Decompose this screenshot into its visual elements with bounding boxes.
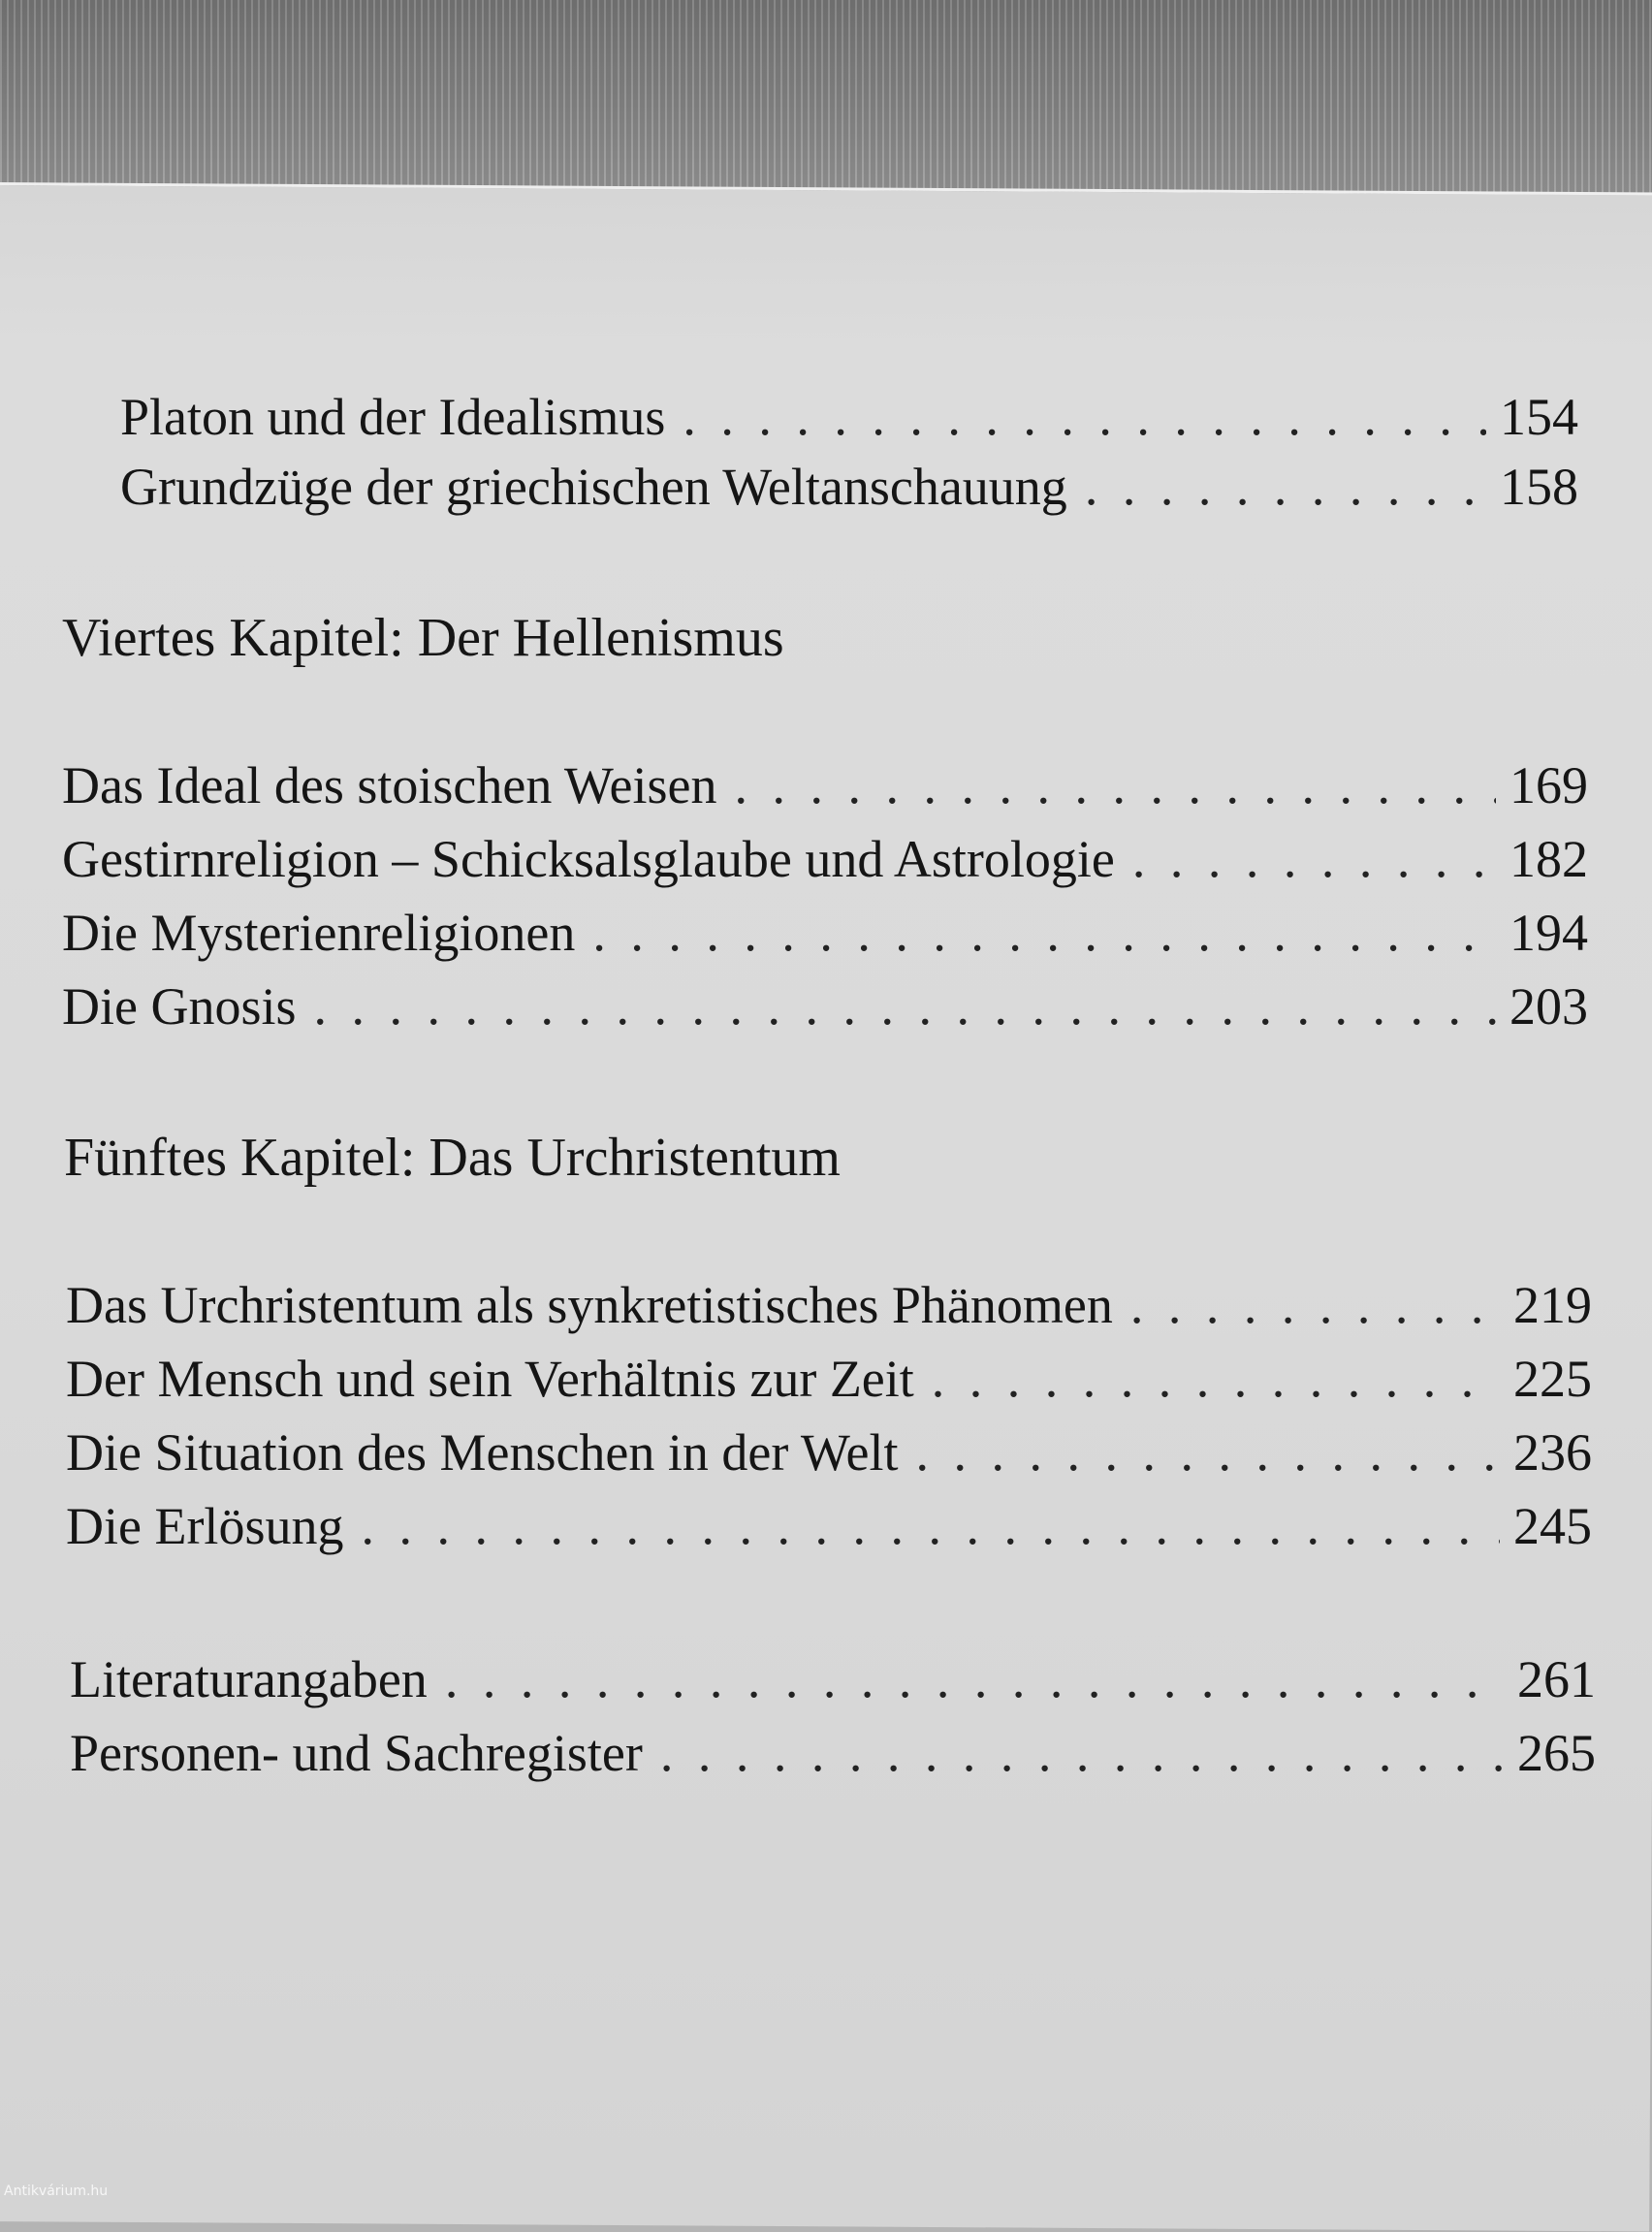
- toc-entry[interactable]: [62, 975, 1588, 1037]
- toc-entry-page: 194: [1509, 904, 1588, 962]
- toc-entry[interactable]: [70, 1648, 1596, 1710]
- dot-leader: [592, 902, 1496, 964]
- toc-entry[interactable]: [62, 754, 1588, 816]
- chapter-heading: Viertes Kapitel: Der Hellenismus: [62, 608, 784, 668]
- toc-entry[interactable]: [120, 386, 1578, 448]
- toc-entry[interactable]: [66, 1495, 1592, 1557]
- toc-entry[interactable]: [62, 902, 1588, 964]
- toc-entry-title: Das Urchristentum als synkretistisches Phänomen: [66, 1276, 1113, 1334]
- toc-entry-page: 154: [1500, 388, 1578, 446]
- toc-entry-title: Grundzüge der griechischen Weltanschauung: [120, 458, 1067, 516]
- toc-entry[interactable]: [66, 1421, 1592, 1483]
- dot-leader: [683, 386, 1486, 448]
- toc-entry-page: 219: [1513, 1276, 1592, 1334]
- toc-entry-page: 261: [1517, 1650, 1596, 1708]
- toc-entry-title: Die Situation des Menschen in der Welt: [66, 1423, 899, 1482]
- toc-entry-title: Die Gnosis: [62, 977, 297, 1036]
- dot-leader: [1085, 456, 1486, 518]
- toc-entry-page: 225: [1513, 1350, 1592, 1408]
- toc-entry-title: Personen- und Sachregister: [70, 1724, 643, 1782]
- toc-entry-title: Der Mensch und sein Verhältnis zur Zeit: [66, 1350, 914, 1408]
- dot-leader: [660, 1722, 1504, 1784]
- chapter-heading: Fünftes Kapitel: Das Urchristentum: [64, 1128, 841, 1188]
- toc-entry[interactable]: [120, 456, 1578, 518]
- toc-entry-title: Gestirnreligion – Schicksalsglaube und Astrologie: [62, 830, 1115, 888]
- toc-entry[interactable]: [62, 828, 1588, 890]
- dot-leader: [1130, 1274, 1500, 1336]
- toc-entry[interactable]: [66, 1348, 1592, 1410]
- toc-entry-page: 182: [1509, 830, 1588, 888]
- watermark-text: Antikvárium.hu: [4, 2184, 109, 2199]
- toc-entry-title: Das Ideal des stoischen Weisen: [62, 756, 717, 814]
- toc-entry-page: 169: [1509, 756, 1588, 814]
- dot-leader: [314, 975, 1497, 1037]
- toc-entry-page: 245: [1513, 1497, 1592, 1555]
- toc-entry-title: Literaturangaben: [70, 1650, 428, 1708]
- dot-leader: [445, 1648, 1504, 1710]
- toc-entry-page: 203: [1509, 977, 1588, 1036]
- toc-entry[interactable]: [70, 1722, 1596, 1784]
- toc-entry-title: Die Erlösung: [66, 1497, 344, 1555]
- toc-entry-page: 236: [1513, 1423, 1592, 1482]
- toc-entry[interactable]: [66, 1274, 1592, 1336]
- dot-leader: [361, 1495, 1500, 1557]
- dot-leader: [734, 754, 1496, 816]
- toc-entry-page: 158: [1500, 458, 1578, 516]
- dot-leader: [1132, 828, 1496, 890]
- toc-entry-title: Die Mysterienreligionen: [62, 904, 576, 962]
- toc-entry-page: 265: [1517, 1724, 1596, 1782]
- toc-entry-title: Platon und der Idealismus: [120, 388, 666, 446]
- dot-leader: [932, 1348, 1500, 1410]
- dot-leader: [916, 1421, 1501, 1483]
